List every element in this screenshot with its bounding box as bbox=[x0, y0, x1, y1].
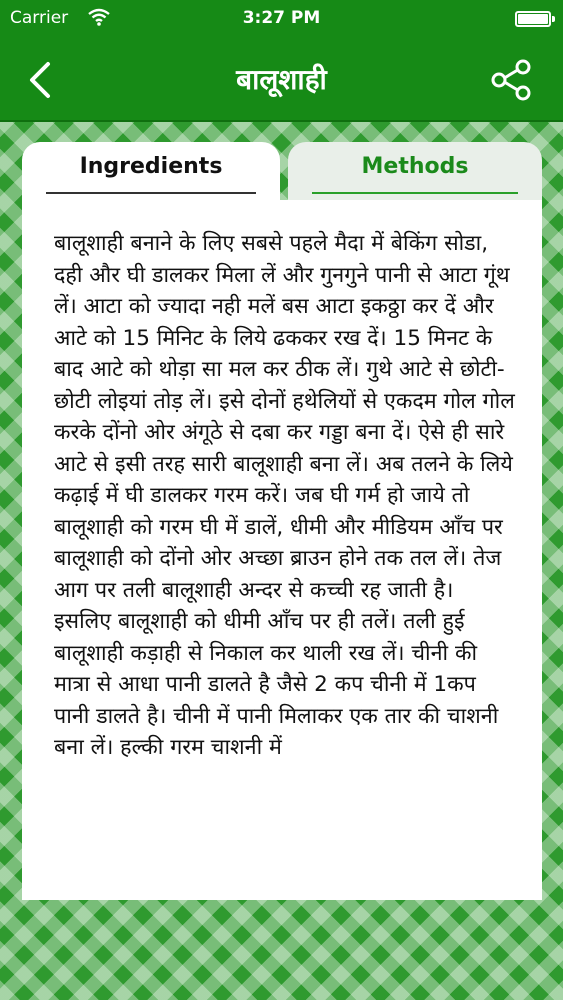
carrier-label: Carrier bbox=[10, 8, 69, 28]
clock-time: 3:27 PM bbox=[242, 8, 321, 28]
method-content-panel[interactable] bbox=[22, 200, 542, 900]
share-icon bbox=[489, 58, 533, 102]
tab-methods[interactable] bbox=[288, 142, 542, 200]
battery-icon bbox=[515, 11, 551, 27]
share-button[interactable] bbox=[489, 58, 533, 102]
tab-ingredients[interactable] bbox=[22, 142, 280, 200]
status-bar bbox=[0, 0, 563, 38]
page-title: बालूशाही bbox=[236, 63, 327, 96]
tab-methods-label: Methods bbox=[361, 154, 469, 179]
navigation-bar bbox=[0, 38, 563, 122]
method-text: बालूशाही बनाने के लिए सबसे पहले मैदा में बेकिंग सोडा, दही और घी डालकर मिला लें और गुनगुने पानी से आटा गूंथ लें। आटा को ज्यादा नही मलें बस आटा इकठ्ठा कर दें और आटे को 15 मिनिट के लिये ढककर रख दें। 15 मिनट के बाद आटे को थोड़ा सा मल कर ठीक लें। गुथे आटे से छोटी-छोटी लोइयां तोड़ लें। इसे दोनों हथेलियों से एकदम गोल गोल करके दोंनो ओर अंगूठे से दबा कर गड्डा बना दें। ऐसे ही सारे आटे से इसी तरह सारी बालूशाही बना लें। अब तलने के लिये कढ़ाई में घी डालकर गरम करें। जब घी गर्म हो जाये तो बालूशाही को गरम घी में डालें, धीमी और मीडियम आँच पर बालूशाही को दोंनो ओर अच्छा ब्राउन होने तक तल लें। तेज आग पर तली बालूशाही अन्दर से कच्ची रह जाती है। इसलिए बालूशाही को धीमी आँच पर ही तलें। तली हुई बालूशाही कड़ाही से निकाल कर थाली रख लें। चीनी की मात्रा से आधा पानी डालते है जैसे 2 कप चीनी में 1कप पानी डालते है। चीनी में पानी मिलाकर एक तार की चाशनी बना लें। हल्की गरम चाशनी में bbox=[54, 231, 515, 760]
tab-ingredients-underline bbox=[46, 192, 256, 194]
tab-ingredients-label: Ingredients bbox=[79, 154, 223, 179]
tab-methods-underline bbox=[312, 192, 518, 194]
